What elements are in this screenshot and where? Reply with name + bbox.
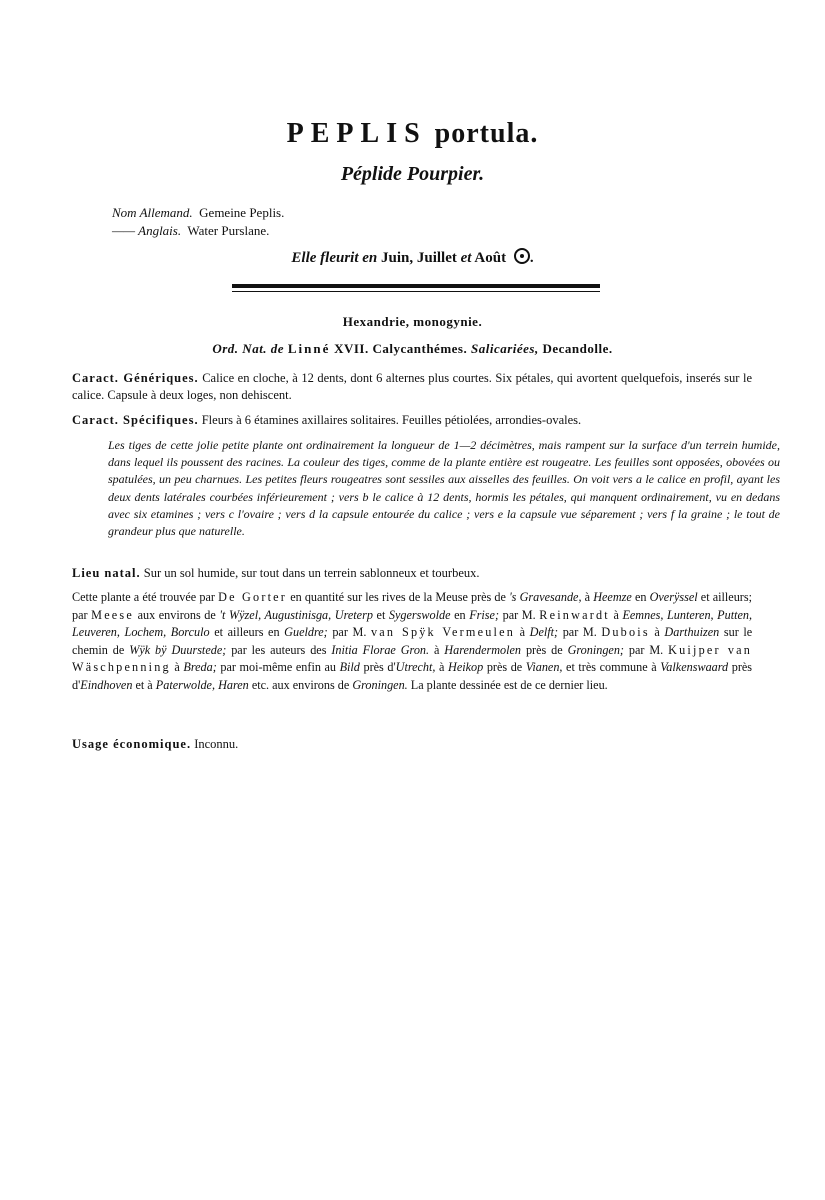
loc-text: et très commune à — [566, 660, 657, 675]
loc-text: Cette plante a été trouvée par — [72, 590, 215, 604]
usage-text: Inconnu. — [194, 737, 239, 751]
loc-text: à — [439, 660, 445, 675]
loc-text: et à — [135, 677, 153, 692]
collector-name: De Gorter — [218, 590, 288, 604]
loc-text: à — [174, 660, 180, 675]
order-family: Salicariées, — [470, 341, 539, 356]
place-name: Harendermolen — [444, 642, 522, 657]
loc-text: à — [433, 642, 440, 657]
place-name: Sygerswolde — [388, 607, 451, 622]
place-name: Breda; — [183, 660, 217, 675]
genus-name: PEPLIS — [286, 118, 427, 149]
page-title — [0, 118, 825, 150]
natural-order — [0, 340, 825, 358]
collector-name: Kuijper van Wäschpenning — [72, 642, 753, 675]
species-name: portula. — [434, 118, 539, 149]
loc-text: par moi-même enfin au — [220, 660, 336, 675]
place-name: Valkenswaard — [660, 660, 729, 675]
loc-text: à — [519, 625, 526, 640]
german-name-row — [112, 204, 284, 222]
place-name: Overÿssel — [649, 590, 698, 604]
habitat-label: Lieu natal. — [72, 566, 141, 580]
french-name: Péplide Pourpier. — [340, 163, 485, 185]
place-name: Groningen. — [352, 677, 408, 692]
generic-label: Caract. Génériques. — [72, 371, 199, 385]
loc-text: La plante dessinée est de ce dernier lieu. — [410, 677, 608, 692]
loc-text: à — [584, 590, 591, 604]
book-title: Initia Florae Gron. — [331, 642, 430, 657]
place-name: Wÿk bÿ Duurstede; — [129, 642, 227, 657]
loc-text: à — [613, 607, 619, 622]
loc-text: par M. — [502, 607, 536, 622]
place-name: Delft; — [529, 625, 559, 640]
english-label: —— Anglais. — [112, 223, 182, 238]
place-name: Bild — [339, 660, 360, 675]
loc-text: près de — [525, 642, 563, 657]
place-name: 't Wÿzel, Augustinisga, Ureterp — [219, 607, 373, 622]
flowering-month-last: Août — [474, 250, 507, 266]
english-name-row — [112, 222, 284, 240]
loc-text: et ailleurs; par — [72, 590, 752, 622]
place-name: Frise; — [469, 607, 500, 622]
german-label: Nom Allemand. — [112, 205, 193, 220]
loc-text: par les auteurs des — [231, 642, 327, 657]
usage-label: Usage économique. — [72, 737, 192, 751]
loc-text: et — [376, 607, 386, 622]
collector-name: Dubois — [601, 625, 650, 640]
loc-text: aux environs de — [137, 607, 216, 622]
loc-text: près d' — [72, 660, 753, 692]
loc-text: etc. aux environs de — [251, 677, 350, 692]
habitat-text: Sur un sol humide, sur tout dans un terrein sablonneux et tourbeux. — [143, 566, 480, 580]
place-name: Gueldre; — [284, 625, 328, 640]
english-value: Water Purslane. — [187, 223, 270, 238]
economic-use — [72, 736, 752, 753]
flowering-line: Elle fleurit en Juin, Juillet et Août . — [291, 250, 534, 266]
flowering-months: Juin, Juillet — [381, 250, 457, 266]
double-rule-thick — [232, 284, 600, 288]
german-value: Gemeine Peplis. — [199, 205, 285, 220]
loc-text: par M. — [562, 625, 597, 640]
loc-text: en — [634, 590, 647, 604]
place-name: Heemze — [593, 590, 632, 604]
collector-name: Reinwardt — [539, 607, 610, 622]
flowering-text-1: Elle fleurit en — [291, 250, 378, 266]
place-name: Darthuizen — [664, 625, 720, 640]
linnaean-class: Hexandrie, monogynie. — [342, 314, 483, 329]
specific-label: Caract. Spécifiques. — [72, 413, 199, 427]
double-rule-thin — [232, 291, 600, 292]
description-paragraph: Les tiges de cette jolie petite plante ont ordinairement la longueur de 1—2 décimètres, mais rampent sur la surface d'un terrein humide, dans lequel ils poussent des racines. La couleur des tiges, comme de la plante entière est rougeatre. Les feuilles sont opposées, obovées ou spatulées, un peu charnues. Les petites fleurs rougeatres sont sessiles aux aisselles des feuilles. On voit vers a le calice en profil, ayant les deux dents latérales courbées inférieurement ; vers b le calice à 12 dents, hormis les pétales, qui manquent ordinairement, vu en dedans avec six etamines ; vers c l'ovaire ; vers d la capsule entourée du calice ; vers e la capsule vue séparement ; vers f la graine ; le tout de grandeur plus que naturelle. — [108, 438, 780, 539]
loc-text: par M. — [628, 642, 664, 657]
loc-text: en — [454, 607, 466, 622]
loc-text: sur le chemin de — [72, 625, 753, 657]
generic-characters — [72, 370, 752, 404]
loc-text: par M. — [332, 625, 367, 640]
loc-text: près d' — [363, 660, 396, 675]
place-name: Vianen, — [525, 660, 563, 675]
collector-name: Meese — [91, 607, 134, 622]
place-name: Paterwolde, Haren — [155, 677, 249, 692]
place-name: Heikop — [448, 660, 484, 675]
place-name: Utrecht, — [395, 660, 436, 675]
order-author: Linné — [287, 341, 331, 356]
place-name: Groningen; — [567, 642, 624, 657]
loc-text: et ailleurs en — [214, 625, 280, 640]
loc-text: en quantité sur les rives de la Meuse près de — [290, 590, 506, 604]
order-name: XVII. Calycanthémes. — [334, 341, 468, 356]
localities-paragraph — [72, 589, 752, 695]
specific-text: Fleurs à 6 étamines axillaires solitaires. Feuilles pétiolées, arrondies-ovales. — [201, 413, 582, 427]
collector-name: van Spÿk Vermeulen — [370, 625, 516, 640]
generic-text: Calice en cloche, à 12 dents, dont 6 alternes plus courtes. Six pétales, qui avortent quelquefois, inserés sur le calice. Capsule à deux loges, non dehiscent. — [72, 371, 752, 402]
place-name: Eemnes, Lunteren, Putten, Leuveren, Lochem, Borculo — [72, 607, 753, 640]
place-name: Eindhoven — [80, 677, 133, 692]
loc-text: à — [654, 625, 660, 640]
specific-characters — [72, 412, 752, 429]
annual-symbol-icon — [514, 248, 530, 264]
place-name: 's Gravesande, — [509, 590, 582, 604]
habitat-line — [72, 565, 752, 582]
loc-text: près de — [486, 660, 523, 675]
order-authority: Decandolle. — [542, 341, 613, 356]
common-names — [112, 204, 284, 240]
flowering-text-2: et — [460, 250, 472, 266]
order-label: Ord. Nat. de — [212, 341, 285, 356]
